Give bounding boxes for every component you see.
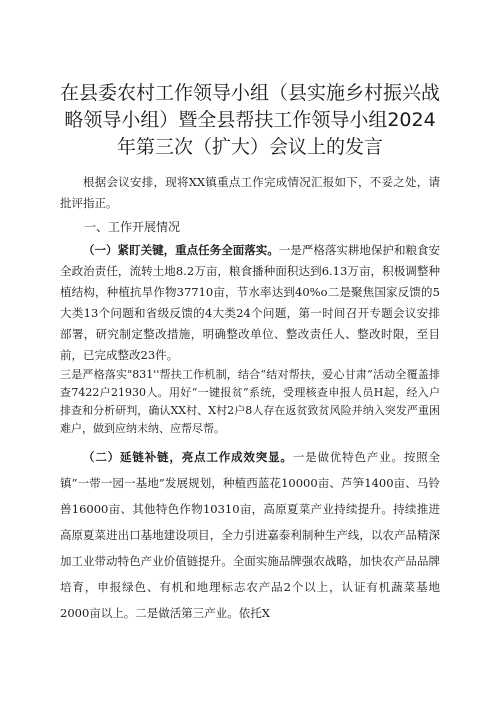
title-line-2: 略领导小组）暨全县帮扶工作领导小组2024 xyxy=(64,109,436,131)
paragraph-2-text: 一是做优特色产业。按照全镇”一带一园一基地”发展规划，种植西蓝花10000亩、芦笋1400亩、马铃兽16000亩、其他特色作物10310亩，高原夏菜产业持续提升。持续推进高原夏菜进出口基地建设项目，全力引进嘉泰利制种生产线，以农产品精深加工业带动特色产业价值链提升。全面实施品牌强农战略，加快农产品品牌培育，申报绿色、有机和地理标志农产品2个以上，认证有机蔬菜基地2000亩以上。二是做活第三产业。依托X xyxy=(60,450,441,620)
title-line-3: 年第三次（扩大）会议上的发言 xyxy=(116,136,383,158)
section-heading: 一、工作开展情况 xyxy=(84,220,181,234)
paragraph-1-text-a: 一是严格落实耕地保护和粮食安全政治责任，流转土地8.2万亩，粮食播种面积达到6.13万亩，积极调整种植结构，种植抗旱作物37710亩，节水率达到40%o二是聚焦国家反馈的5大类13个问题和省级反馈的4大类24个问题，第一时间召开专题会议安排部署，研究制定整改措施，明确整改单位、整改责任人、整改时限，至目前，已完成整改23件。 xyxy=(60,243,440,362)
paragraph-2-lead: （二）延链补链，亮点工作成效突显。 xyxy=(83,450,293,464)
paragraph-1-continued: 三是严格落实"831''帮扶工作机制，结合“结对帮扶，爱心甘肃”活动全覆盖排查7422户21930人。用好“一键报贫”系统，受理核查申报人员H起，经入户排查和分析研判，确认XX村、X村2户8人存在返贫致贫风险并纳入突发严重困难户，做到应纳未纳、应帮尽帮。 xyxy=(60,368,440,435)
paragraph-1 xyxy=(60,240,440,366)
paragraph-2 xyxy=(60,444,440,626)
intro-paragraph: 根据会议安排，现将XX镇重点工作完成情况汇报如下，不妥之处，请批评指正。 xyxy=(60,175,440,210)
page-title xyxy=(60,80,440,161)
paragraph-1-lead: （一）紧盯关键，重点任务全面落实。 xyxy=(83,243,279,257)
title-line-1: 在县委农村工作领导小组（县实施乡村振兴战 xyxy=(60,82,441,104)
